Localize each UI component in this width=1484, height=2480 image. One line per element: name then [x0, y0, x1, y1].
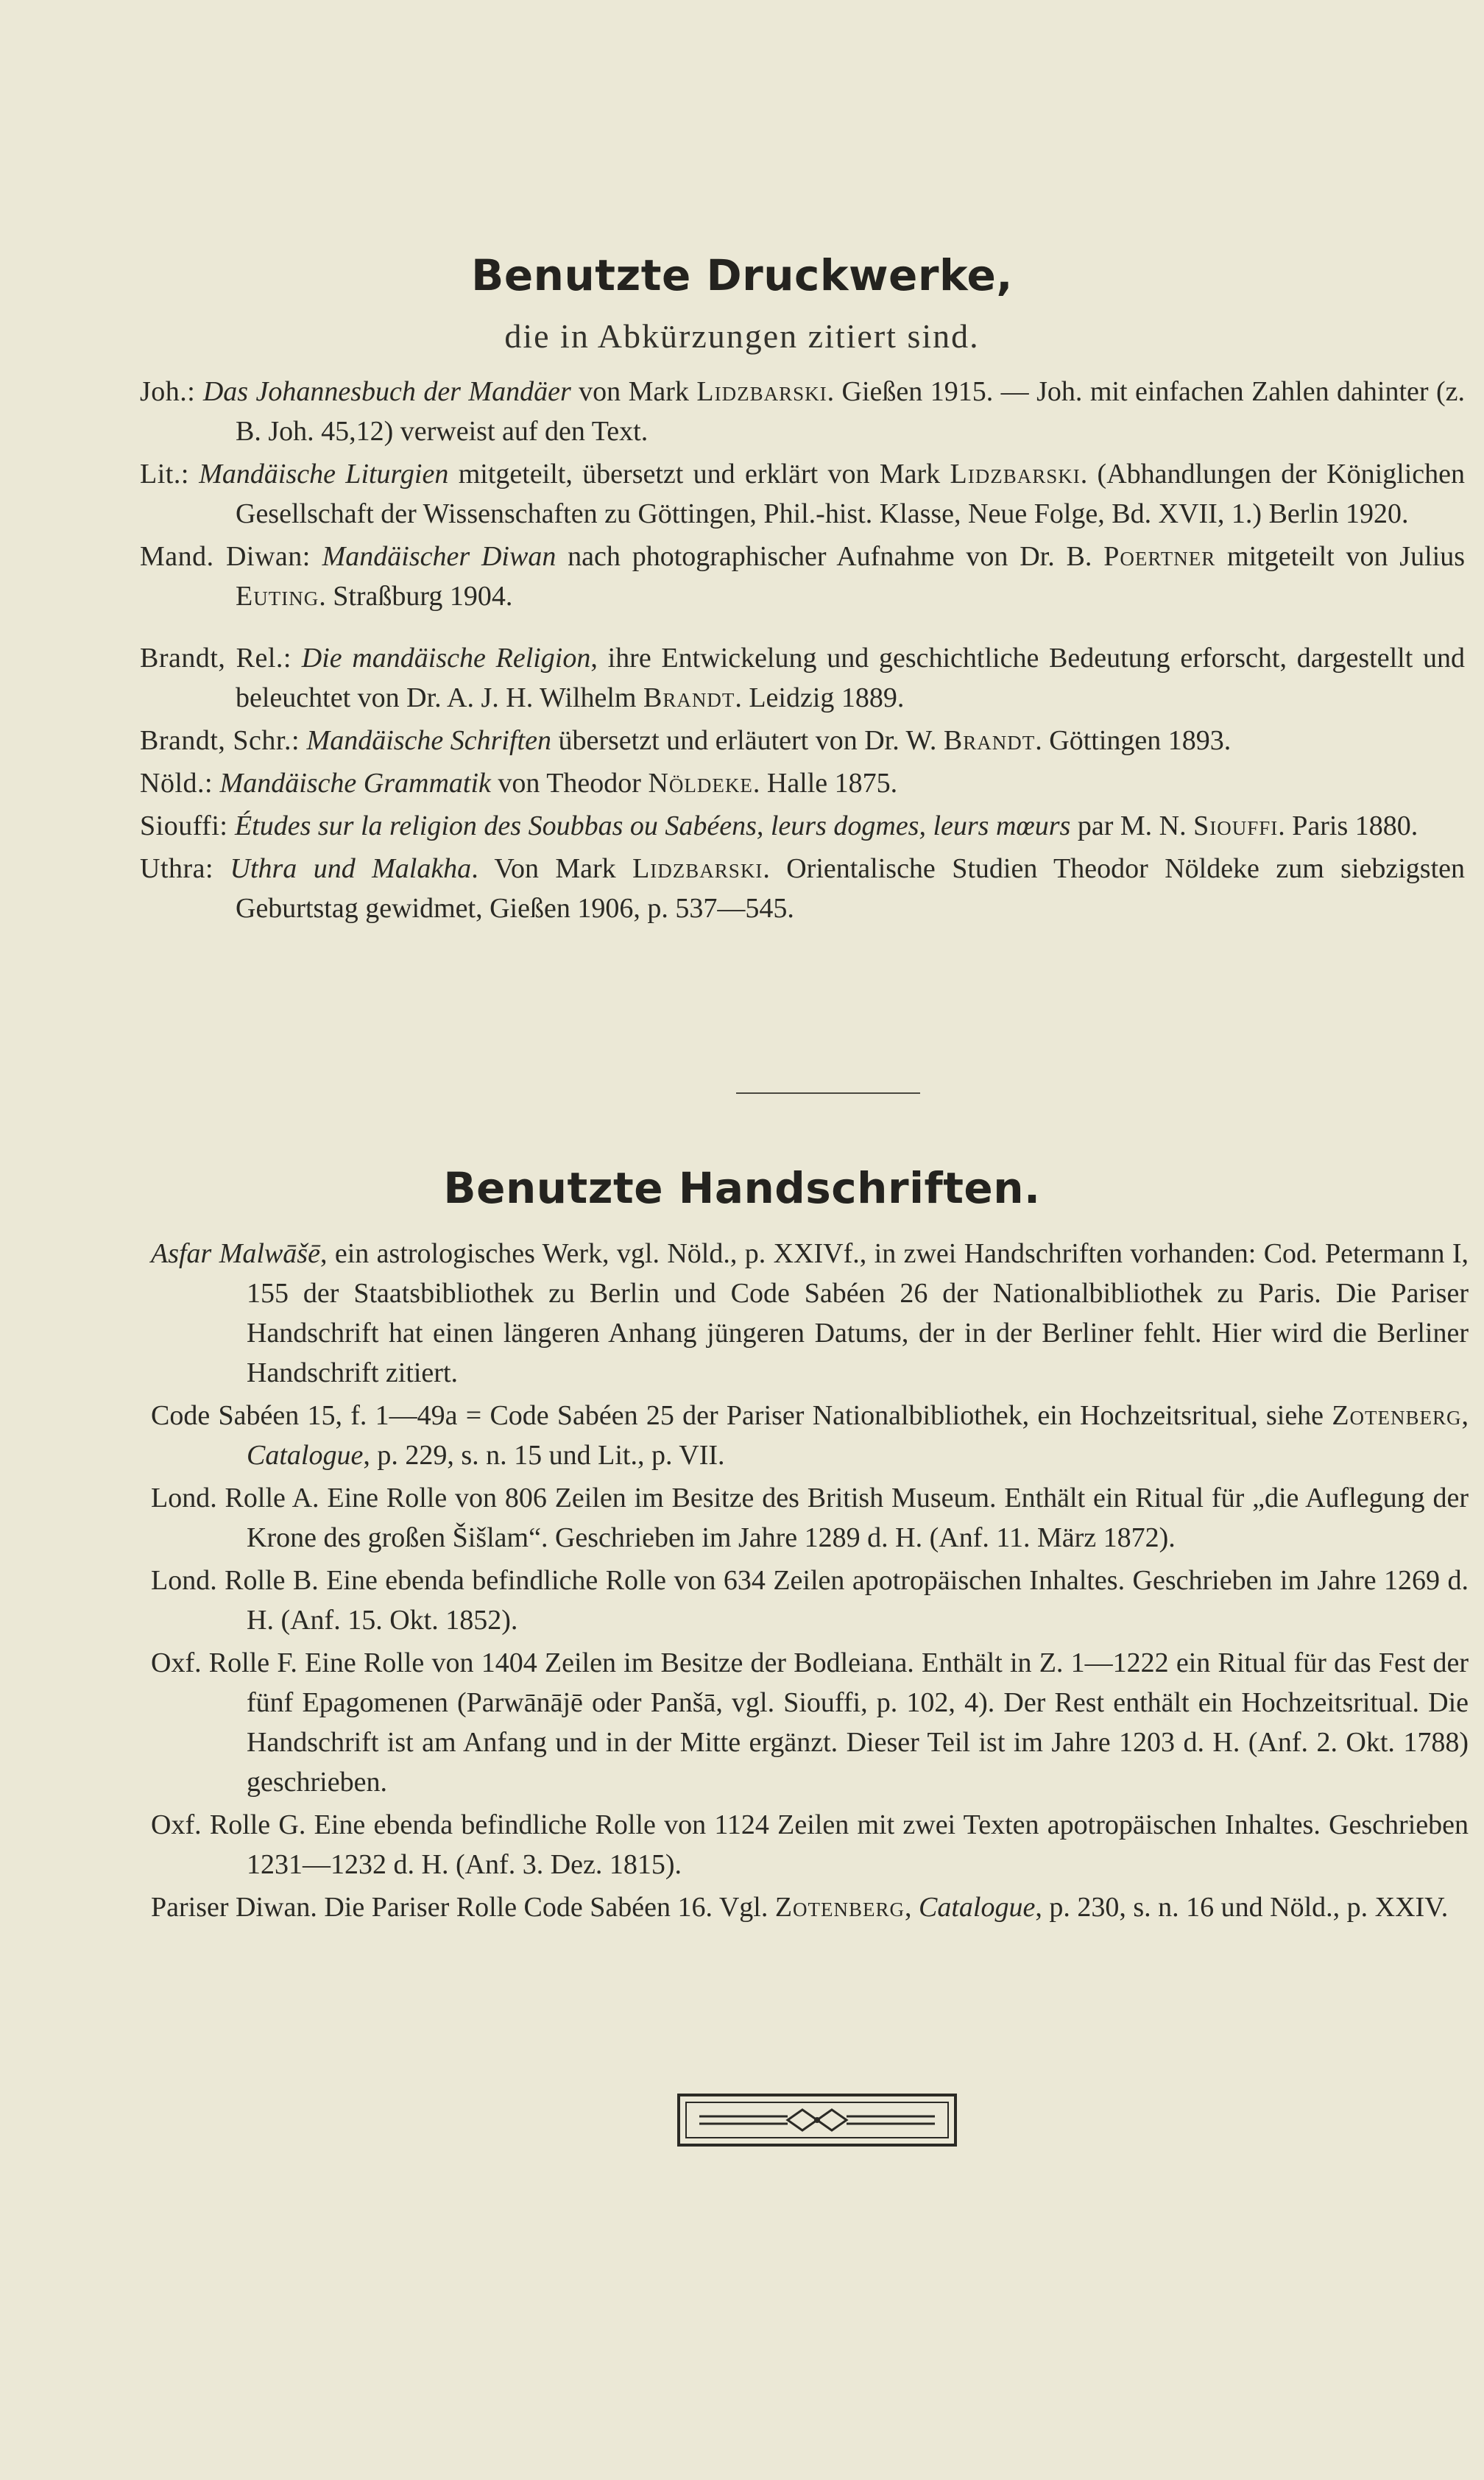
- list-item: [140, 806, 1465, 846]
- entry-abbreviation: Brandt, Rel.:: [140, 643, 292, 674]
- manuscript-name: Lond. Rolle B.: [151, 1565, 319, 1596]
- list-item: [151, 1234, 1469, 1393]
- entry-text: . (Abhandlungen der Königlichen Gesellschaft der Wissenschaften zu Göttingen, Phil.-hist. Klasse, Neue Folge, Bd. XVII, 1.) Berlin 1920.: [236, 459, 1465, 529]
- entry-author: Siouffi: [1193, 810, 1279, 841]
- entry-text: Eine ebenda befindliche Rolle von 634 Zeilen apotropäischen Inhaltes. Geschrieben im Jahre 1269 d. H. (Anf. 15. Okt. 1852).: [247, 1565, 1469, 1636]
- entry-author: Lidzbarski: [696, 376, 827, 407]
- entry-title: Uthra und Malakha: [230, 853, 472, 884]
- entry-abbreviation: Lit.:: [140, 459, 189, 490]
- entry-title: Catalogue: [247, 1440, 364, 1471]
- list-item: [140, 454, 1465, 534]
- entry-author: Brandt: [943, 725, 1036, 756]
- manuscripts-heading: Benutzte Handschriften.: [443, 1163, 1041, 1213]
- entry-text: . Gießen 1915. — Joh. mit einfachen Zahlen dahinter (z. B. Joh. 45,12) verweist auf den Text.: [236, 376, 1466, 447]
- entry-text: . Straßburg 1904.: [319, 581, 513, 612]
- entry-text: . Von Mark: [471, 853, 633, 884]
- entry-text: . Göttingen 1893.: [1035, 725, 1232, 756]
- printed-works-list: [140, 372, 1465, 928]
- entry-text: Eine ebenda befindliche Rolle von 1124 Zeilen mit zwei Texten apotropäischen Inhaltes. Geschrieben 1231—1232 d. H. (Anf. 3. Dez. 1815).: [247, 1809, 1469, 1880]
- list-item: [151, 1396, 1469, 1475]
- entry-title: Mandäische Grammatik: [219, 768, 491, 799]
- entry-text: , p. 230, s. n. 16 und Nöld., p. XXIV.: [1035, 1892, 1449, 1923]
- entry-text: übersetzt und erläutert von Dr. W.: [551, 725, 944, 756]
- manuscript-name: Pariser Diwan.: [151, 1892, 317, 1923]
- list-item: [140, 537, 1465, 616]
- list-item: [151, 1478, 1469, 1558]
- entry-text: par M. N.: [1070, 810, 1194, 841]
- entry-text: . Orientalische Studien Theodor Nöldeke zum siebzigsten Geburtstag gewidmet, Gießen 1906, p. 537—545.: [236, 853, 1466, 924]
- list-item: [151, 1643, 1469, 1802]
- entry-author: Lidzbarski: [632, 853, 763, 884]
- entry-abbreviation: Nöld.:: [140, 768, 213, 799]
- printed-works-subheading: die in Abkürzungen zitiert sind.: [504, 317, 980, 355]
- end-ornament-icon: [677, 2094, 957, 2147]
- entry-author: Brandt: [643, 682, 735, 713]
- entry-abbreviation: Joh.:: [140, 376, 196, 407]
- entry-author: Zotenberg: [774, 1892, 905, 1923]
- entry-author: Euting: [236, 581, 319, 612]
- printed-works-heading: Benutzte Druckwerke,: [471, 250, 1013, 300]
- entry-text: , ihre Entwickelung und geschichtliche Bedeutung erforscht, dargestellt und beleuchtet von Dr. A. J. H. Wilhelm: [236, 643, 1466, 713]
- manuscript-name: Lond. Rolle A.: [151, 1483, 319, 1513]
- entry-author: Lidzbarski: [950, 459, 1081, 490]
- list-item: [140, 721, 1465, 760]
- manuscript-name: Asfar Malwāšē: [151, 1238, 320, 1269]
- entry-title: Das Johannesbuch der Mandäer: [202, 376, 571, 407]
- section-divider: [736, 1092, 920, 1094]
- entry-author: Nöldeke: [648, 768, 753, 799]
- list-item: [140, 638, 1465, 718]
- entry-text: , p. 229, s. n. 15 und Lit., p. VII.: [363, 1440, 725, 1471]
- entry-abbreviation: Brandt, Schr.:: [140, 725, 300, 756]
- manuscript-name: Oxf. Rolle F.: [151, 1647, 297, 1678]
- entry-text: = Code Sabéen 25 der Pariser Nationalbibliothek, ein Hochzeitsritual, siehe: [457, 1400, 1332, 1431]
- entry-title: Die mandäische Religion: [301, 643, 591, 674]
- entry-title: Mandäische Schriften: [306, 725, 551, 756]
- entry-text: nach photographischer Aufnahme von Dr. B.: [556, 541, 1104, 572]
- entry-text: Eine Rolle von 1404 Zeilen im Besitze der Bodleiana. Enthält in Z. 1—1222 ein Ritual für das Fest der fünf Epagomenen (Parwānājē oder Panšā, vgl. Siouffi, p. 102, 4). Der Rest enthält ein Hochzeitsritual. Die Handschrift ist am Anfang und in der Mitte ergänzt. Dieser Teil ist im Jahre 1203 d. H. (Anf. 2. Okt. 1788) geschrieben.: [247, 1647, 1469, 1798]
- entry-text: ,: [905, 1892, 919, 1923]
- entry-abbreviation: Siouffi:: [140, 810, 228, 841]
- entry-text: von Theodor: [490, 768, 649, 799]
- entry-title: Mandäische Liturgien: [199, 459, 449, 490]
- list-item: [140, 372, 1465, 451]
- entry-text: Die Pariser Rolle Code Sabéen 16. Vgl.: [317, 1892, 775, 1923]
- entry-title: Études sur la religion des Soubbas ou Sabéens, leurs dogmes, leurs mœurs: [234, 810, 1071, 841]
- manuscript-name: Oxf. Rolle G.: [151, 1809, 306, 1840]
- entry-author: Zotenberg: [1332, 1400, 1462, 1431]
- entry-text: mitgeteilt, übersetzt und erklärt von Mark: [448, 459, 950, 490]
- list-item: [140, 763, 1465, 803]
- list-item: [151, 1561, 1469, 1640]
- entry-text: . Paris 1880.: [1278, 810, 1418, 841]
- list-item: [151, 1887, 1469, 1927]
- manuscript-name: Code Sabéen 15, f. 1—49a: [151, 1400, 458, 1431]
- entry-abbreviation: Mand. Diwan:: [140, 541, 311, 572]
- entry-text: mitgeteilt von Julius: [1215, 541, 1465, 572]
- entry-title: Catalogue: [919, 1892, 1036, 1923]
- entry-abbreviation: Uthra:: [140, 853, 214, 884]
- entry-text: , ein astrologisches Werk, vgl. Nöld., p. XXIVf., in zwei Handschriften vorhanden: Cod. Petermann I, 155 der Staatsbibliothek zu Berlin und Code Sabéen 26 der Nationalbibliothek zu Paris. Die Pariser Handschrift hat einen längeren Anhang jüngeren Datums, der in der Berliner fehlt. Hier wird die Berliner Handschrift zitiert.: [247, 1238, 1469, 1388]
- entry-text: von Mark: [570, 376, 697, 407]
- entry-text: ,: [1461, 1400, 1469, 1431]
- entry-author: Poertner: [1103, 541, 1216, 572]
- manuscripts-list: [151, 1234, 1469, 1927]
- list-item: [140, 849, 1465, 928]
- entry-text: Eine Rolle von 806 Zeilen im Besitze des British Museum. Enthält ein Ritual für „die Auflegung der Krone des großen Šišlam“. Geschrieben im Jahre 1289 d. H. (Anf. 11. März 1872).: [247, 1483, 1469, 1553]
- entry-text: . Leidzig 1889.: [735, 682, 905, 713]
- list-item: [151, 1805, 1469, 1884]
- entry-title: Mandäischer Diwan: [322, 541, 556, 572]
- entry-text: . Halle 1875.: [752, 768, 898, 799]
